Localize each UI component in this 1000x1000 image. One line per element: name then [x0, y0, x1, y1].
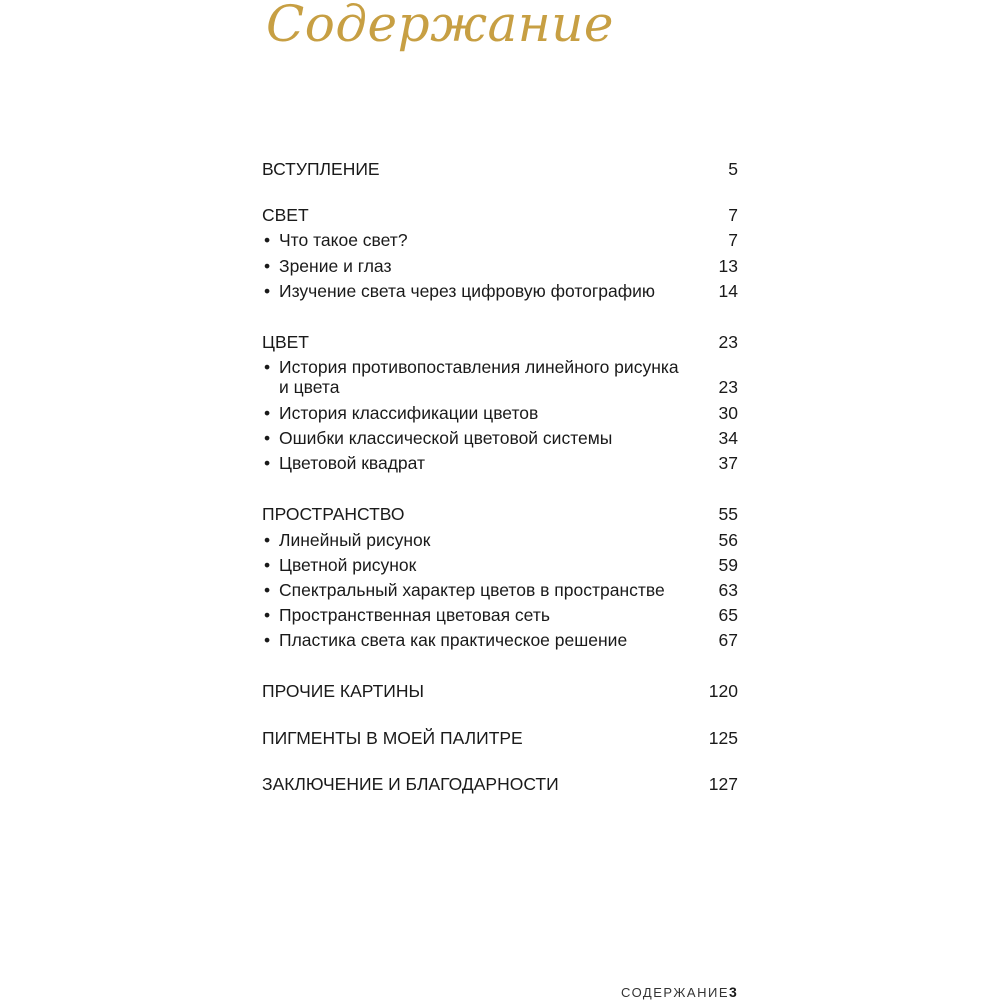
toc-subentry [262, 428, 738, 448]
toc-entry-pigments [262, 728, 738, 748]
toc-entry-introduction [262, 159, 738, 179]
toc-entry-label: • Зрение и глаз [262, 256, 391, 276]
toc-entry-label: ЗАКЛЮЧЕНИЕ И БЛАГОДАРНОСТИ [262, 774, 559, 794]
page-number: 3 [729, 984, 737, 1000]
running-footer-section: СОДЕРЖАНИЕ [621, 985, 730, 1000]
toc-subentry [262, 281, 738, 301]
toc-entry-label: ПРОСТРАНСТВО [262, 504, 405, 524]
toc-entry-page: 23 [718, 377, 738, 397]
toc-entry-color [262, 332, 738, 352]
toc-entry-page: 120 [708, 681, 738, 701]
toc-entry-page: 67 [718, 630, 738, 650]
toc-entry-page: 63 [718, 580, 738, 600]
toc-entry-label: ВСТУПЛЕНИЕ [262, 159, 380, 179]
toc-entry-page: 7 [728, 205, 738, 225]
toc-entry-label: • Что такое свет? [262, 230, 408, 250]
toc-entry-page: 125 [708, 728, 738, 748]
toc-entry-page: 59 [718, 555, 738, 575]
toc-entry-label: • Ошибки классической цветовой системы [262, 428, 612, 448]
toc-entry-page: 56 [718, 530, 738, 550]
toc-entry-page: 14 [718, 281, 738, 301]
toc-entry-page: 13 [718, 256, 738, 276]
page-title: Содержание [266, 0, 615, 53]
toc-entry-page: 34 [718, 428, 738, 448]
toc-entry-page: 37 [718, 453, 738, 473]
toc-subentry [262, 605, 738, 625]
toc-entry-label: • История классификации цветов [262, 403, 538, 423]
toc-subentry [262, 230, 738, 250]
toc-subentry [262, 630, 738, 650]
toc-subentry [262, 580, 738, 600]
toc-entry-page: 65 [718, 605, 738, 625]
toc-entry-label: • Пластика света как практическое решение [262, 630, 627, 650]
toc-entry-page: 23 [718, 332, 738, 352]
toc-entry-conclusion [262, 774, 738, 794]
toc-subentry [262, 256, 738, 276]
toc-entry-page: 55 [718, 504, 738, 524]
toc-entry-label: • Линейный рисунок [262, 530, 430, 550]
toc-entry-label: • Спектральный характер цветов в пространстве [262, 580, 665, 600]
toc-subentry [262, 555, 738, 575]
toc-entry-label: • Цветовой квадрат [262, 453, 425, 473]
toc-subentry [262, 530, 738, 550]
toc-entry-page: 30 [718, 403, 738, 423]
toc-entry-label: ЦВЕТ [262, 332, 309, 352]
toc-entry-label: • Пространственная цветовая сеть [262, 605, 550, 625]
toc-entry-page: 127 [708, 774, 738, 794]
toc-entry-space [262, 504, 738, 524]
toc-subentry [262, 453, 738, 473]
toc-entry-page: 7 [728, 230, 738, 250]
toc-entry-label: • Цветной рисунок [262, 555, 416, 575]
toc-entry-other-paintings [262, 681, 738, 701]
toc-entry-label: • История противопоставления линейного рисунка и цвета [262, 357, 679, 397]
toc-entry-page: 5 [728, 159, 738, 179]
toc-entry-label: ПРОЧИЕ КАРТИНЫ [262, 681, 425, 701]
toc-subentry [262, 403, 738, 423]
toc-entry-label: СВЕТ [262, 205, 309, 225]
toc-entry-label: • Изучение света через цифровую фотографию [262, 281, 655, 301]
toc-entry-light [262, 205, 738, 225]
toc-entry-label: ПИГМЕНТЫ В МОЕЙ ПАЛИТРЕ [262, 728, 523, 748]
toc-subentry [262, 357, 738, 397]
